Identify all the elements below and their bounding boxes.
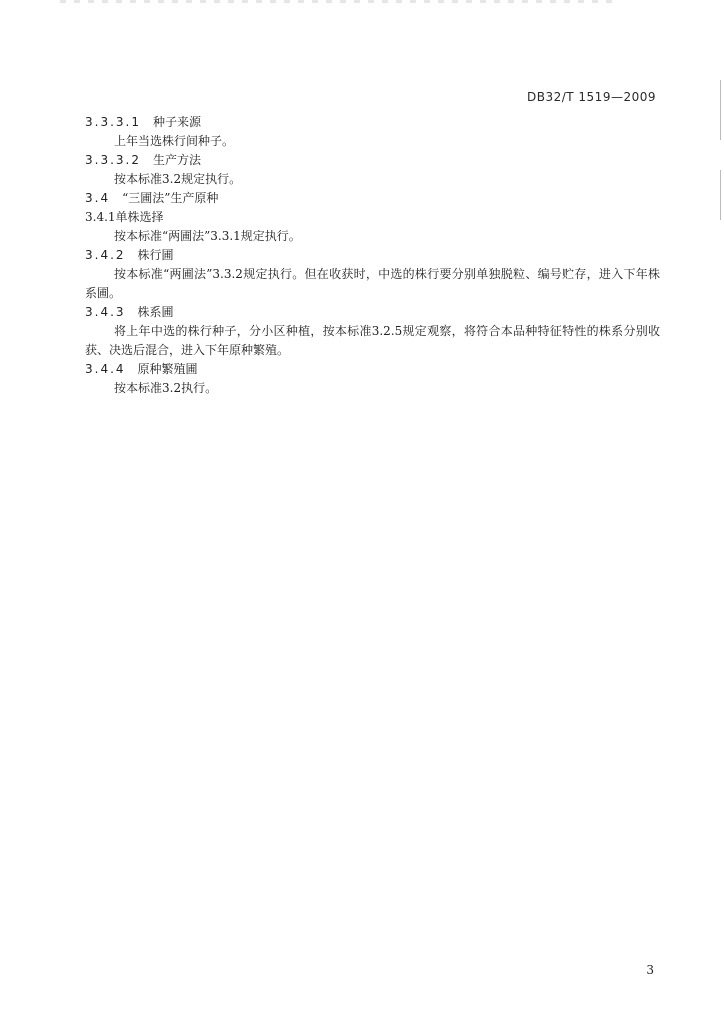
section-3-3-3-1-text: 上年当选株行间种子。 <box>114 134 235 148</box>
section-3-4-4-heading <box>85 360 660 379</box>
document-code: DB32/T 1519—2009 <box>526 90 656 104</box>
section-title: 种子来源 <box>152 115 201 129</box>
section-3-4-1-text: 按本标准“两圃法”3.3.1规定执行。 <box>114 229 301 243</box>
section-number: 3.4.3 <box>85 305 126 319</box>
scan-margin-mark <box>720 170 721 220</box>
section-title: 株系圃 <box>137 305 174 319</box>
section-title: 原种繁殖圃 <box>137 362 198 376</box>
section-title: 生产方法 <box>152 153 201 167</box>
section-title: 3.4.1单株选择 <box>85 210 164 224</box>
section-title: 株行圃 <box>137 248 174 262</box>
scan-edge-artifact <box>60 0 620 3</box>
section-number: 3.3.3.1 <box>85 115 141 129</box>
section-3-4-2-text: 按本标准“两圃法”3.3.2规定执行。但在收获时，中选的株行要分别单独脱粒、编号贮存，进入下年株系圃。 <box>85 267 660 300</box>
section-number: 3.4.2 <box>85 248 126 262</box>
scan-margin-mark <box>720 80 721 140</box>
section-3-3-3-2-heading <box>85 151 660 170</box>
section-3-4-4-text: 按本标准3.2执行。 <box>114 381 218 395</box>
section-3-3-3-1-heading <box>85 113 660 132</box>
section-title: “三圃法”生产原种 <box>122 191 219 205</box>
section-3-4-1-heading <box>85 208 660 227</box>
section-3-4-2-heading <box>85 246 660 265</box>
section-3-3-3-2-text: 按本标准3.2规定执行。 <box>114 172 242 186</box>
section-3-4-3-heading <box>85 303 660 322</box>
document-body <box>85 113 660 398</box>
section-number: 3.4 <box>85 191 111 205</box>
page-number: 3 <box>646 963 654 977</box>
section-3-4-3-text: 将上年中选的株行种子，分小区种植，按本标准3.2.5规定观察，将符合本品种特征特性的株系分别收获、决选后混合，进入下年原种繁殖。 <box>85 324 660 357</box>
section-3-4-heading <box>85 189 660 208</box>
section-number: 3.4.4 <box>85 362 126 376</box>
section-number: 3.3.3.2 <box>85 153 141 167</box>
